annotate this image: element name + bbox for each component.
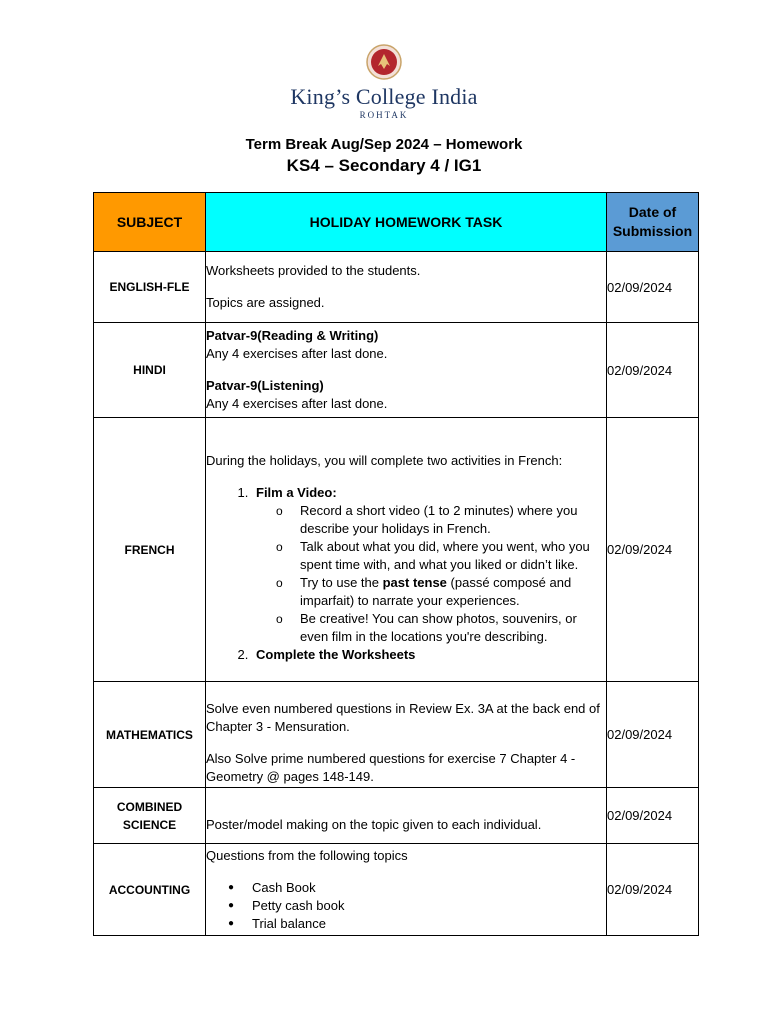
task-cell <box>206 844 607 936</box>
document-title: Term Break Aug/Sep 2024 – Homework <box>245 136 523 153</box>
subject-cell: MATHEMATICS <box>94 682 206 788</box>
subject-cell: ACCOUNTING <box>94 844 206 936</box>
date-header <box>607 193 699 252</box>
list-item <box>252 484 606 646</box>
date-cell: 02/09/2024 <box>607 252 699 323</box>
task-line: Poster/model making on the topic given to each individual. <box>206 816 542 832</box>
subject-cell: FRENCH <box>94 418 206 682</box>
task-intro: During the holidays, you will complete two activities in French: <box>206 452 563 468</box>
list-item: o Be creative! You can show photos, souvenirs, or even film in the locations you're describing. <box>300 610 606 646</box>
table-row-accounting <box>94 844 699 936</box>
list-item: ● Petty cash book <box>252 897 606 915</box>
task-cell <box>206 418 607 682</box>
task-cell <box>206 323 607 418</box>
task-cell <box>206 252 607 323</box>
list-item <box>252 646 606 664</box>
accounting-topics <box>206 879 606 933</box>
date-header-line-2: Submission <box>612 223 693 239</box>
task-line: Any 4 exercises after last done. <box>206 396 388 411</box>
homework-table <box>93 192 699 936</box>
college-logo <box>0 42 768 87</box>
list-item: o Talk about what you did, where you went, who you spent time with, and what you liked or didn’t like. <box>300 538 606 574</box>
subject-cell: ENGLISH-FLE <box>94 252 206 323</box>
bullet-text: Try to use the <box>300 574 383 590</box>
list-item: ● Trial balance <box>252 915 606 933</box>
task-cell <box>206 682 607 788</box>
table-row-french <box>94 418 699 682</box>
table-header-row <box>94 193 699 252</box>
college-name: King’s College India <box>290 84 478 109</box>
subject-cell <box>94 788 206 844</box>
date-cell: 02/09/2024 <box>607 682 699 788</box>
table-row-science <box>94 788 699 844</box>
date-header-line-1: Date of <box>628 204 677 220</box>
table-row-english <box>94 252 699 323</box>
task-line: Solve even numbered questions in Review Ex. 3A at the back end of Chapter 3 - Mensuration. <box>206 700 600 734</box>
task-intro: Questions from the following topics <box>206 847 408 863</box>
college-crest-icon <box>366 42 402 82</box>
task-line: Also Solve prime numbered questions for exercise 7 Chapter 4 - Geometry @ pages 148-149. <box>206 750 576 784</box>
bullet-text: (passé composé and imparfait) to narrate your experiences. <box>300 574 572 608</box>
list-item: o Record a short video (1 to 2 minutes) where you describe your holidays in French. <box>300 502 606 538</box>
video-instructions <box>256 502 606 646</box>
activity-title: Film a Video: <box>256 484 337 500</box>
task-header: HOLIDAY HOMEWORK TASK <box>206 193 607 252</box>
date-cell: 02/09/2024 <box>607 844 699 936</box>
task-line: Topics are assigned. <box>206 295 325 310</box>
subject-line: SCIENCE <box>122 817 177 832</box>
task-line: Worksheets provided to the students. <box>206 263 421 278</box>
task-line: Any 4 exercises after last done. <box>206 346 388 361</box>
task-cell <box>206 788 607 844</box>
list-item <box>300 574 606 610</box>
table-row-hindi <box>94 323 699 418</box>
date-cell: 02/09/2024 <box>607 418 699 682</box>
bullet-emphasis: past tense <box>382 574 447 590</box>
list-item: ● Cash Book <box>252 879 606 897</box>
task-heading: Patvar-9(Reading & Writing) <box>206 328 379 343</box>
french-activity-list <box>206 484 606 664</box>
date-cell: 02/09/2024 <box>607 788 699 844</box>
document-subtitle: KS4 – Secondary 4 / IG1 <box>286 156 482 175</box>
subject-cell: HINDI <box>94 323 206 418</box>
table-row-mathematics <box>94 682 699 788</box>
subject-line: COMBINED <box>116 799 183 814</box>
subject-header: SUBJECT <box>94 193 206 252</box>
date-cell: 02/09/2024 <box>607 323 699 418</box>
college-city: ROHTAK <box>359 110 409 120</box>
activity-title: Complete the Worksheets <box>256 646 416 662</box>
task-heading: Patvar-9(Listening) <box>206 378 324 393</box>
